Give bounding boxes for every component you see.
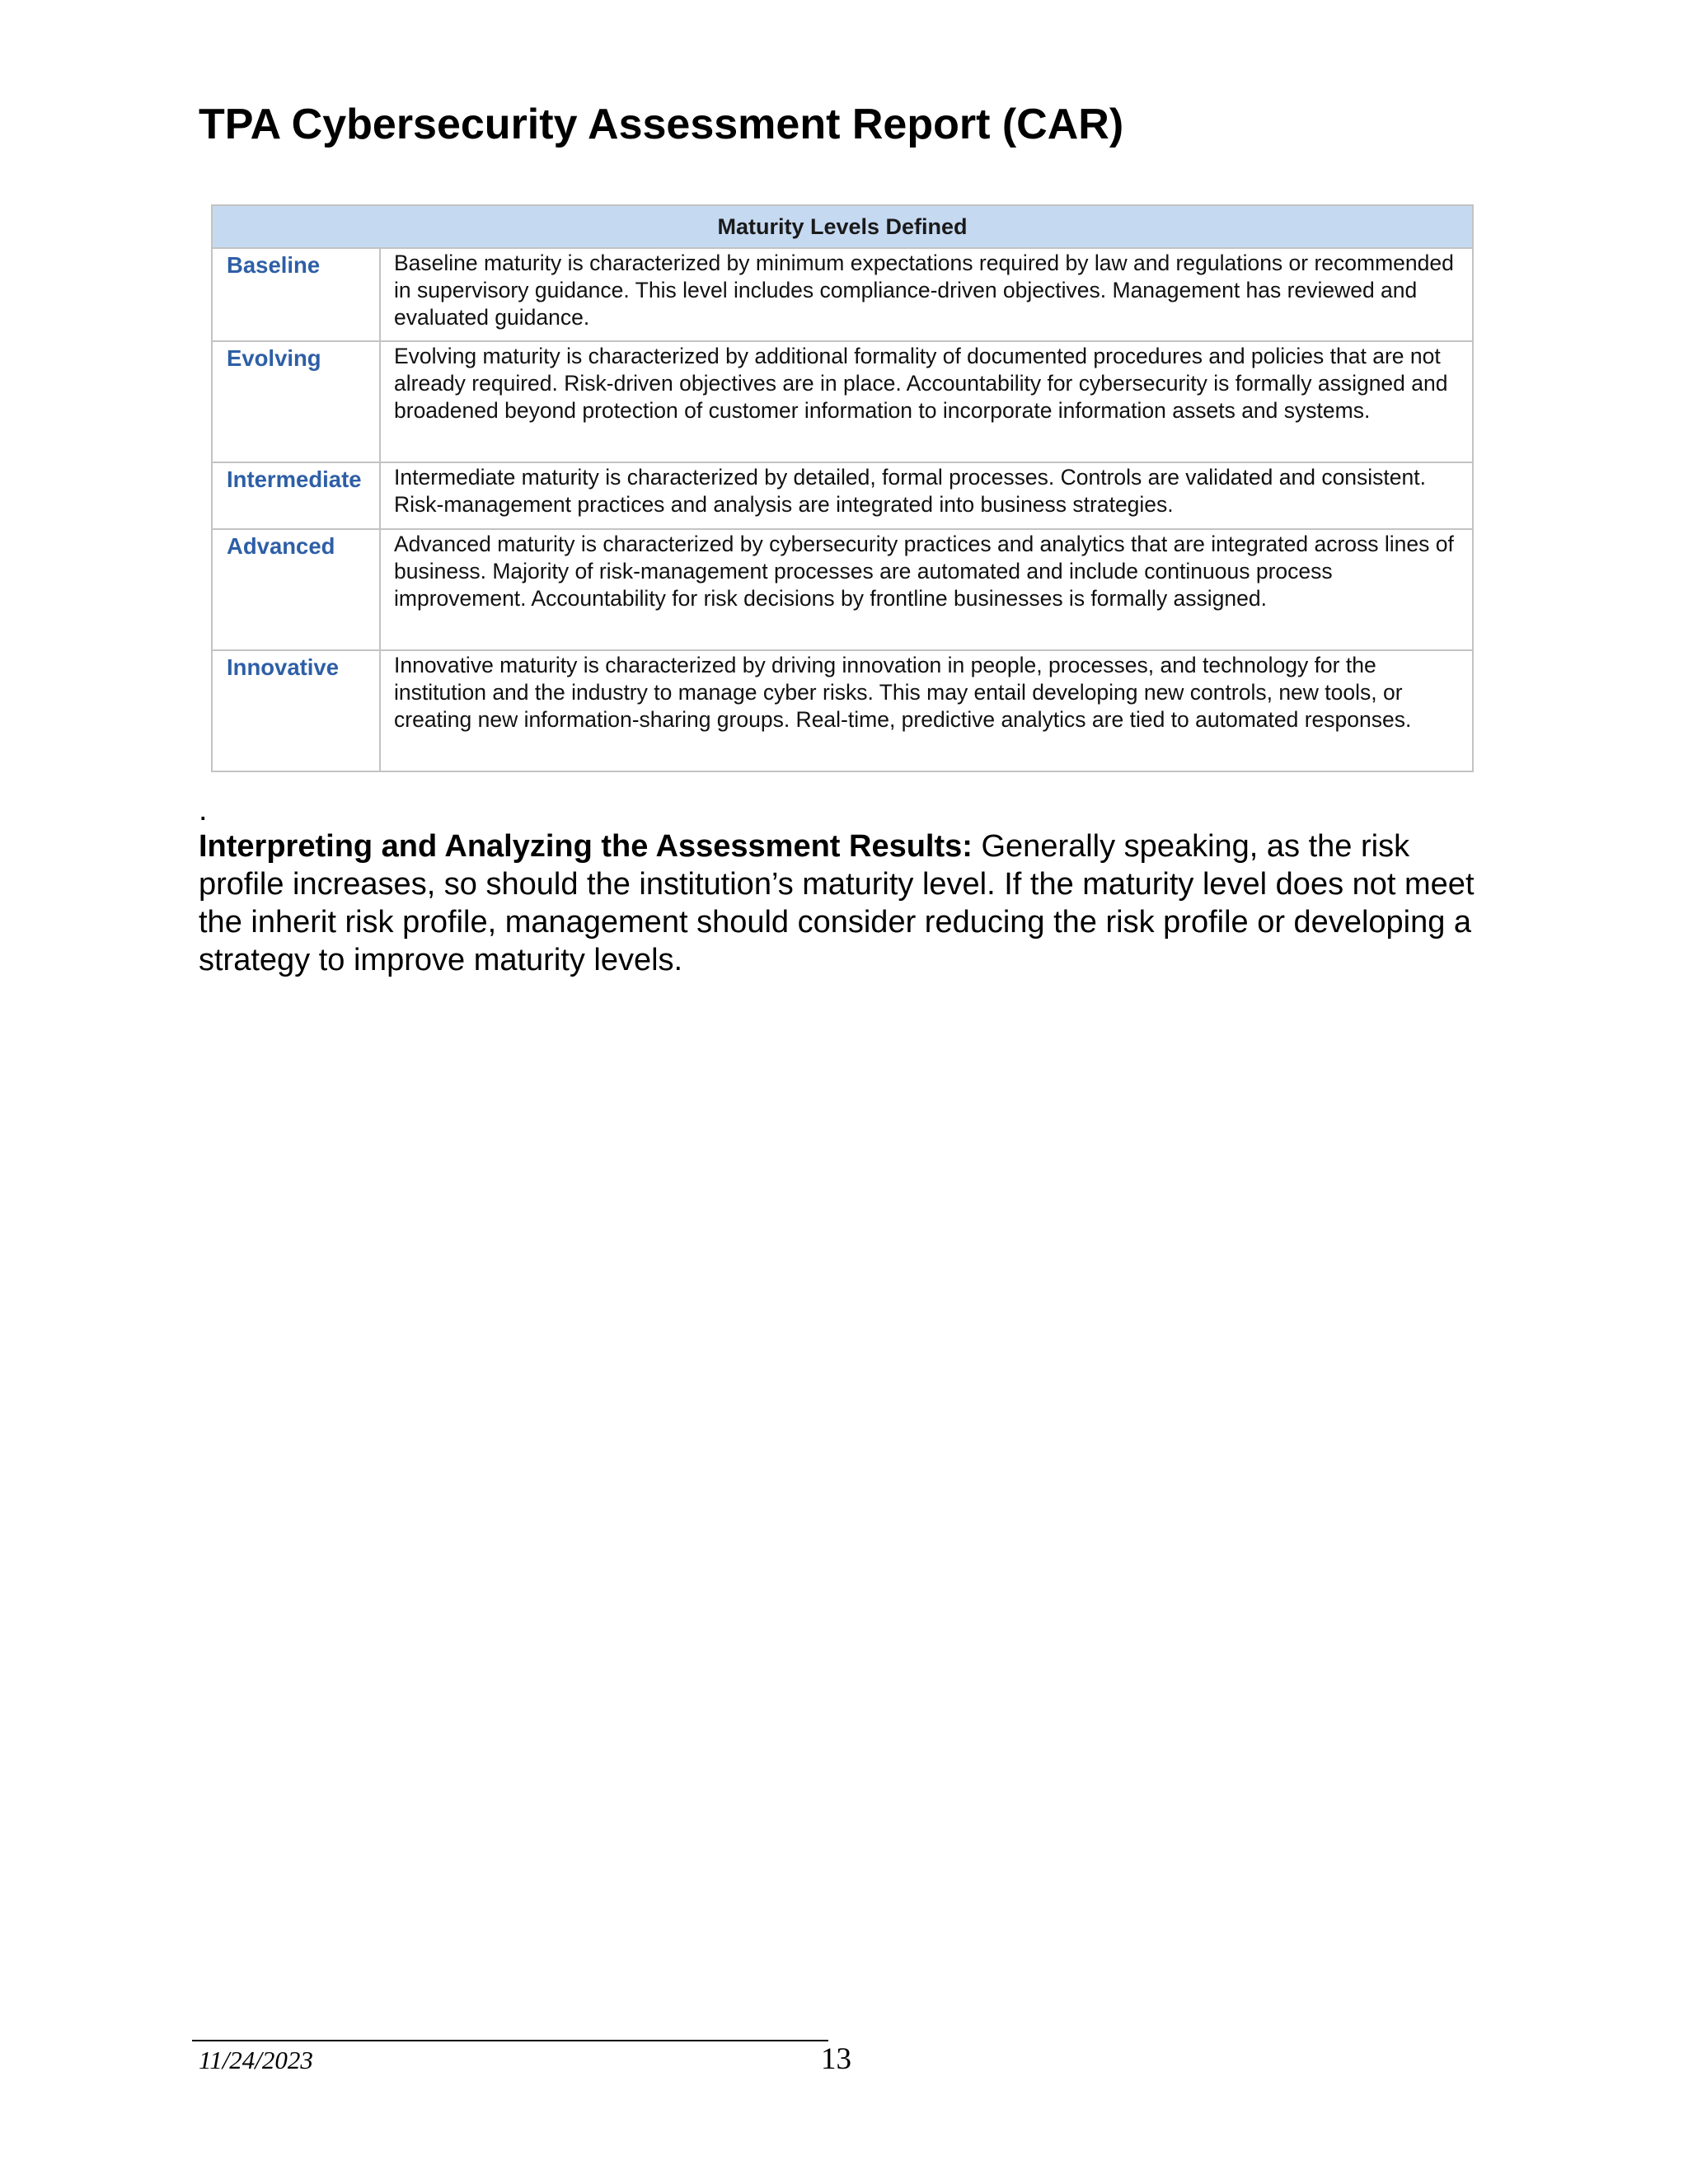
- analysis-paragraph: [199, 827, 1484, 979]
- table-row-evolving: [212, 341, 1473, 462]
- page-title: TPA Cybersecurity Assessment Report (CAR): [199, 101, 1124, 148]
- level-description: Evolving maturity is characterized by additional formality of documented procedures and policies that are not already required. Risk-driven objectives are in place. Accountability for cybersecurity is formally assigned and broadened beyond protection of customer information to incorporate information assets and systems.: [380, 341, 1473, 462]
- table-row-intermediate: [212, 462, 1473, 529]
- footer-date: 11/24/2023: [199, 2046, 313, 2074]
- level-description: Baseline maturity is characterized by minimum expectations required by law and regulations or recommended in supervisory guidance. This level includes compliance-driven objectives. Management has reviewed and evaluated guidance.: [380, 248, 1473, 341]
- table-row-baseline: [212, 248, 1473, 341]
- analysis-lead: Interpreting and Analyzing the Assessment Results:: [199, 829, 973, 864]
- footer-divider: [192, 2040, 828, 2041]
- table-row-advanced: [212, 529, 1473, 650]
- level-name: Baseline: [212, 248, 380, 341]
- level-description: Intermediate maturity is characterized by detailed, formal processes. Controls are validated and consistent. Risk-management practices and analysis are integrated into business strategies.: [380, 462, 1473, 529]
- table-row-innovative: [212, 650, 1473, 771]
- level-name: Intermediate: [212, 462, 380, 529]
- table-header-row: [212, 205, 1473, 248]
- level-description: Innovative maturity is characterized by driving innovation in people, processes, and technology for the institution and the industry to manage cyber risks. This may entail developing new controls, new tools, or creating new information-sharing groups. Real-time, predictive analytics are tied to automated responses.: [380, 650, 1473, 771]
- page-number: 13: [821, 2042, 851, 2076]
- analysis-body: Generally speaking, as the risk profile increases, so should the institution’s maturity level. If the maturity level does not meet the inherit risk profile, management should consider reducing the risk profile or developing a strategy to improve maturity levels.: [199, 829, 1475, 977]
- stray-period: .: [199, 793, 208, 827]
- level-name: Evolving: [212, 341, 380, 462]
- maturity-levels-table: [211, 204, 1474, 772]
- level-name: Innovative: [212, 650, 380, 771]
- table-heading: Maturity Levels Defined: [212, 205, 1473, 248]
- level-name: Advanced: [212, 529, 380, 650]
- level-description: Advanced maturity is characterized by cybersecurity practices and analytics that are integrated across lines of business. Majority of risk-management processes are automated and include continuous process improvement. Accountability for risk decisions by frontline businesses is formally assigned.: [380, 529, 1473, 650]
